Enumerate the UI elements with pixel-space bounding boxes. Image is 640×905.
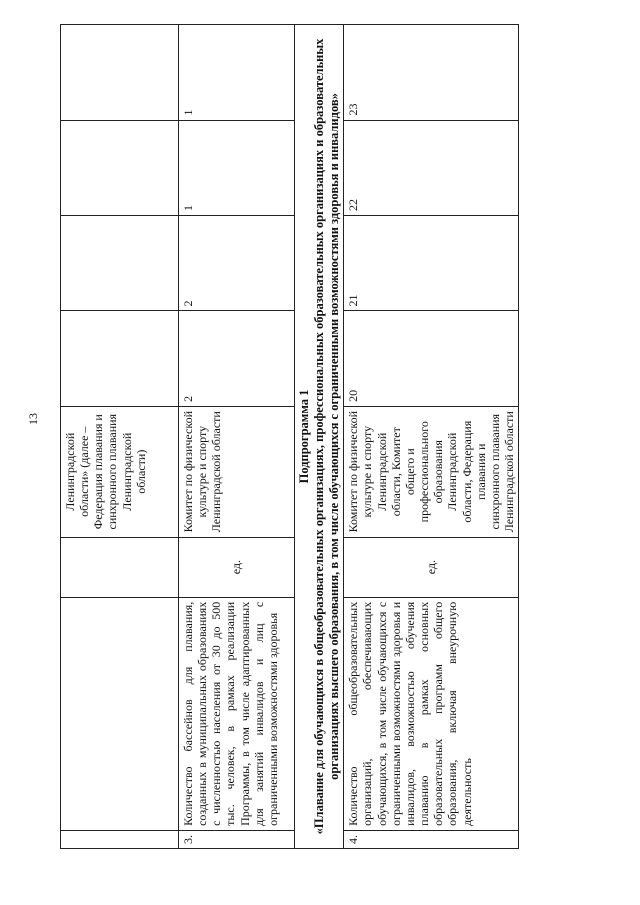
subprogram-heading [295,25,344,849]
cell-indicator [61,597,179,830]
subprogram-heading-row [295,25,344,849]
cell-value [61,25,179,121]
cell-responsible: Ленинградской области» (далее – Федерация плавания и синхронного плавания Ленинградской области) [61,406,179,537]
cell-unit: ед. [344,537,519,597]
page-number: 13 [26,413,40,425]
cell-value: 2 [179,311,295,406]
cell-indicator: Количество общеобразовательных организаций, обеспечивающих обучающихся, в том числе обучающихся с ограниченными возможностями здоровья и инвалидов, возможностью обучения плаванию в рамках основных образовательных программ общего образования, включая внеурочную деятельность [344,597,519,830]
cell-num: 3. [179,830,295,848]
cell-value: 21 [344,215,519,310]
cell-value: 23 [344,25,519,121]
cell-value [61,120,179,215]
cell-indicator: Количество бассейнов для плавания, созданных в муниципальных образованиях с численностью населения от 30 до 500 тыс. человек, в рамках реализации Программы, в том числе адаптированных для занятий инвалидов и лиц с ограниченными возможностями здоровья [179,597,295,830]
cell-value: 1 [179,25,295,121]
cell-value: 2 [179,215,295,310]
table-row-3 [179,25,295,849]
table-row-continuation [61,25,179,849]
rotated-table-container [60,24,584,849]
cell-value [61,311,179,406]
cell-num [61,830,179,848]
cell-value: 22 [344,120,519,215]
cell-unit: ед. [179,537,295,597]
subprogram-title: Подпрограмма 1 [297,389,311,484]
indicators-table [60,24,519,849]
cell-responsible: Комитет по физической культуре и спорту Ленинградской области, Комитет общего и профессионального образования Ленинградской области, Федерация плавания и синхронного плавания Ленинградской области [344,406,519,537]
table-row-4 [344,25,519,849]
cell-unit [61,537,179,597]
cell-value: 20 [344,311,519,406]
cell-responsible: Комитет по физической культуре и спорту Ленинградской области [179,406,295,537]
cell-value: 1 [179,120,295,215]
subprogram-name: «Плавание для обучающихся в общеобразовательных организациях, профессиональных образовательных организациях и образовательных организациях высшего образования, в том числе обучающихся с ограниченными возможностями здоровья и инвалидов» [311,38,341,835]
cell-value [61,215,179,310]
cell-num: 4. [344,830,519,848]
